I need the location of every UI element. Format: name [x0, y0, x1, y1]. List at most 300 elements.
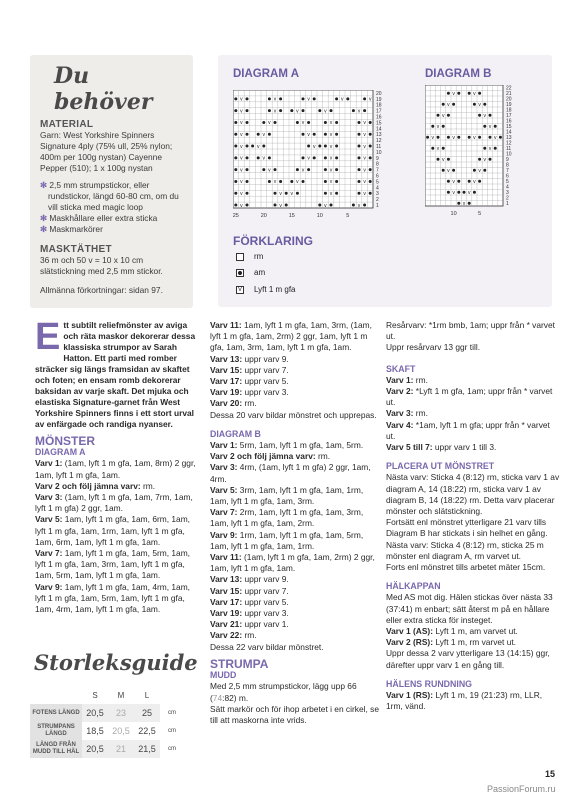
place-pattern-heading: PLACERA UT MÖNSTRET	[386, 461, 495, 472]
diagram-a-slip-mark: v	[329, 143, 333, 150]
diagram-a-slip-mark: v	[301, 120, 305, 127]
yarn-text: Garn: West Yorkshire Spinners Signature 4ply (75% ull, 25% nylon; 400m per 100g nystan) Cayenne Pepper (510); 1 x 100g nystan	[40, 130, 173, 173]
pattern-row: Varv 5: 3rm, 1am, lyft 1 m gfa, 1am, 1rm, 1am, lyft 1 m gfa, 1am, 3rm.	[210, 484, 364, 507]
diagram-a-slip-mark: v	[363, 120, 366, 127]
diagram-b-slip-mark: v	[441, 112, 445, 119]
legend-slip	[236, 285, 296, 294]
diagram-b-slip-mark: v	[473, 90, 476, 97]
diagram-a-slip-mark: v	[368, 96, 372, 103]
diagram-a-purl-dot	[352, 109, 355, 112]
diagram-b-purl-dot	[468, 92, 471, 95]
gauge-text: 36 m och 50 v = 10 x 10 cm slätstickning med 2,5 mm stickor.	[40, 255, 163, 276]
size-value: 22,5	[134, 722, 160, 740]
diagram-b-slip-mark: v	[447, 101, 450, 108]
pattern-row: Varv 13: uppr varv 9.	[210, 353, 289, 364]
diagram-a-slip-mark: v	[329, 120, 333, 127]
diagram-a-row-label: 11	[376, 144, 382, 150]
diagram-a-purl-dot	[246, 121, 249, 124]
diagram-b-row-label: 10	[506, 151, 512, 158]
legend-slip-label: Lyft 1 m gfa	[254, 285, 296, 294]
diagram-b-slip-mark: v	[436, 145, 440, 152]
diagram-a-purl-dot	[346, 97, 349, 100]
size-header: S	[92, 690, 98, 700]
size-value: 20,5	[82, 740, 108, 758]
diagram-b-purl-dot	[494, 125, 497, 128]
diagram-b-purl-dot	[483, 169, 486, 172]
diagram-b-purl-dot	[483, 103, 486, 106]
diagram-b-slip-mark: v	[467, 189, 471, 196]
diagram-a-slip-mark: v	[329, 191, 333, 197]
pattern-row: Varv 19: uppr varv 3.	[210, 608, 289, 619]
diagram-a-purl-dot	[285, 204, 288, 207]
diagram-a-purl-dot	[234, 192, 237, 195]
diagram-b-slip-mark: v	[452, 134, 455, 141]
diagram-b-slip-mark: v	[478, 167, 481, 174]
diagram-a-purl-dot	[268, 109, 271, 112]
heel-turn-heading: HÄLENS RUNDNING	[386, 678, 473, 689]
diagram-b-purl-dot	[447, 136, 450, 139]
diagram-a-purl-dot	[234, 145, 237, 148]
diagram-b-purl-dot	[437, 136, 440, 139]
diagram-a-slip-mark: v	[296, 179, 299, 186]
diagram-a-slip-mark: v	[273, 96, 277, 103]
diagram-a-purl-dot	[234, 133, 237, 136]
diagram-b-slip-mark: v	[452, 189, 455, 196]
dot-square-icon	[236, 269, 244, 277]
diagram-b-purl-dot	[478, 92, 481, 95]
diagram-a-purl-dot	[302, 133, 305, 136]
diagram-a-purl-dot	[251, 145, 254, 148]
diagram-a-slip-mark: v	[363, 143, 366, 150]
diagram-a-row-label: 20	[376, 90, 382, 97]
diagram-b-row-label: 16	[506, 118, 512, 125]
diagram-a-row-label: 18	[376, 102, 382, 109]
diagram-a-slip-mark: v	[363, 191, 366, 197]
legend-heading: FÖRKLARING	[233, 234, 313, 248]
diagram-b-purl-dot	[447, 191, 450, 194]
intro-paragraph	[35, 316, 200, 430]
diagram-a-purl-dot	[274, 192, 277, 195]
diagram-a-purl-dot	[257, 133, 260, 136]
diagram-b-row-label: 3	[506, 190, 509, 196]
diagram-a-purl-dot	[335, 168, 338, 171]
size-value: 20,5	[82, 704, 108, 722]
column-left	[35, 316, 200, 615]
materials-item: ✻ Maskhållare eller extra sticka	[40, 213, 158, 223]
diagram-a-purl-dot	[324, 168, 327, 171]
diagram-a-rows-cont	[210, 320, 380, 410]
pattern-row: Varv 17: uppr varv 5.	[210, 596, 289, 607]
diagram-a-purl-dot	[246, 97, 249, 100]
diagram-b-row-label: 22	[506, 85, 512, 92]
diagram-a-slip-mark: v	[324, 202, 327, 209]
diagram-a-purl-dot	[296, 168, 299, 171]
diagram-b-purl-dot	[457, 202, 460, 205]
diagram-b-slip-mark: v	[452, 178, 455, 185]
diagram-b-row-label: 1	[506, 201, 509, 207]
diagram-a-purl-dot	[352, 204, 355, 207]
diagram-a-slip-mark: v	[240, 191, 243, 197]
diagram-b-slip-mark: v	[488, 145, 492, 152]
diagram-a-slip-mark: v	[279, 202, 282, 209]
diagram-a-purl-dot	[234, 109, 237, 112]
diagram-a-slip-mark: v	[307, 132, 310, 138]
diagram-a-purl-dot	[335, 180, 338, 183]
diagram-b-purl-dot	[442, 103, 445, 106]
diagram-b-row-label: 12	[506, 140, 512, 147]
column-right	[386, 320, 561, 713]
diagram-a-row-label: 1	[376, 203, 379, 209]
diagram-a-slip-mark: v	[307, 155, 310, 162]
diagram-a-slip-mark: v	[240, 167, 243, 174]
diagram-a-purl-dot	[279, 180, 282, 183]
diagram-a-slip-mark: v	[240, 179, 243, 186]
diagram-b-slip-mark: v	[452, 90, 455, 97]
diagram-b-chart	[425, 85, 525, 220]
diagram-b-col-label: 5	[478, 211, 482, 217]
cuff-heading: MUDD	[210, 670, 237, 681]
pattern-row: Varv 1 (RS): Lyft 1 m, 19 (21:23) rm, LLR, 1rm, vänd.	[386, 690, 543, 712]
pattern-row: Varv 22: rm.	[210, 630, 257, 641]
diagram-a-slip-mark: v	[268, 120, 271, 127]
pattern-row: Varv 9: 1rm, 1am, lyft 1 m gfa, 1am, 5rm, 1am, lyft 1 m gfa, 1am, 1rm.	[210, 529, 364, 551]
diagram-a-purl-dot	[313, 156, 316, 159]
diagram-a-col-label: 10	[316, 213, 323, 219]
diagram-a-row-label: 10	[376, 149, 382, 156]
diagram-b-slip-mark: v	[493, 134, 497, 141]
diagram-a-col-label: 5	[346, 213, 350, 219]
diagram-b-slip-mark: v	[441, 156, 445, 163]
diagram-a-slip-mark: v	[240, 120, 243, 127]
diagram-b-row-label: 8	[506, 162, 509, 169]
diagram-b-purl-dot	[489, 158, 492, 161]
diagram-b-purl-dot	[442, 147, 445, 150]
pattern-row: Varv 7: 2rm, 1am, lyft 1 m gfa, 1am, 3rm, 1am, lyft 1 m gfa, 1am, 2rm.	[210, 507, 364, 529]
column-middle	[210, 320, 380, 726]
diagram-b-purl-dot	[447, 92, 450, 95]
heel-turn-rows	[386, 690, 561, 712]
diagram-b-slip-mark: v	[462, 200, 466, 207]
diagram-a-purl-dot	[274, 168, 277, 171]
diagram-b-row-label: 11	[506, 146, 512, 152]
diagram-a-slip-mark: v	[262, 155, 266, 162]
diagram-a-row-label: 13	[376, 132, 382, 139]
gauge-heading: MASKTÄTHET	[40, 244, 112, 255]
diagram-a-purl-dot	[279, 97, 282, 100]
diagram-a-purl-dot	[318, 204, 321, 207]
diagram-b-purl-dot	[483, 147, 486, 150]
pattern-row: Varv 5: 1am, lyft 1 m gfa, 1am, 6rm, 1am, lyft 1 m gfa, 1am, 1rm, 1am, lyft 1 m gfa, 1am, 6rm, 1am, lyft 1 m gfa, 1am.	[35, 514, 191, 547]
diagram-b-note: Dessa 22 varv bildar mönstret.	[210, 641, 324, 652]
diagram-a-slip-mark: v	[357, 202, 361, 209]
diagram-b-row-label: 21	[506, 91, 512, 97]
diagram-b-purl-dot	[437, 114, 440, 117]
diagram-a-purl-dot	[358, 156, 361, 159]
diagram-a-purl-dot	[369, 168, 372, 171]
diagram-a-row-label: 17	[376, 108, 382, 115]
diagram-b-purl-dot	[483, 125, 486, 128]
diagram-b-purl-dot	[494, 147, 497, 150]
diagram-b-purl-dot	[473, 191, 476, 194]
diagram-b-purl-dot	[489, 114, 492, 117]
diagram-a-slip-mark: v	[363, 155, 366, 162]
diagram-a-purl-dot	[246, 204, 249, 207]
diagram-a-slip-mark: v	[329, 155, 333, 162]
rib-row-text: Resårvarv: *1rm bmb, 1am; uppr från * varvet ut.	[386, 320, 555, 342]
diagram-a-purl-dot	[246, 145, 249, 148]
diagram-a-row-label: 6	[376, 173, 379, 180]
diagram-b-purl-dot	[437, 158, 440, 161]
heel-flap-repeat: Uppr dessa 2 varv ytterligare 13 (14:15) ggr, därefter uppr varv 1 en gång till.	[386, 648, 550, 670]
pattern-row: Varv 2 och följ jämna varv: rm.	[35, 480, 156, 491]
diagram-a-purl-dot	[268, 133, 271, 136]
size-value: 18,5	[82, 722, 108, 740]
diagram-b-row-label: 13	[506, 135, 512, 141]
pattern-row: Varv 1: (1am, lyft 1 m gfa, 1am, 8rm) 2 ggr, 1am, lyft 1 m gfa, 1am.	[35, 458, 196, 480]
diagram-b-row-label: 14	[506, 129, 512, 136]
size-value: 21	[108, 740, 134, 758]
diagram-a-purl-dot	[358, 180, 361, 183]
diagram-a-purl-dot	[296, 192, 299, 195]
diagram-a-slip-mark: v	[329, 167, 333, 174]
pattern-row: Varv 17: uppr varv 5.	[210, 376, 289, 387]
diagram-a-row-label: 2	[376, 197, 379, 204]
diagram-a-purl-dot	[335, 145, 338, 148]
diagram-b-purl-dot	[478, 180, 481, 183]
diagram-b-row-label: 19	[506, 102, 512, 108]
diagram-a-purl-dot	[285, 192, 288, 195]
diagram-b-purl-dot	[478, 136, 481, 139]
rib-repeat-text: Uppr resårvarv 13 ggr till.	[386, 342, 481, 353]
diagram-a-col-label: 25	[233, 213, 239, 219]
diagram-a-slip-mark: v	[279, 191, 282, 197]
diagram-a-purl-dot	[369, 180, 372, 183]
diagram-a-purl-dot	[369, 192, 372, 195]
diagram-b-slip-mark: v	[483, 156, 487, 163]
legend-rm-label: rm	[254, 252, 264, 261]
diagram-b-purl-dot	[452, 169, 455, 172]
diagram-a-purl-dot	[302, 109, 305, 112]
diagram-a-purl-dot	[234, 97, 237, 100]
diagram-b-purl-dot	[457, 136, 460, 139]
legend-am-label: am	[254, 268, 266, 277]
diagram-a-purl-dot	[274, 204, 277, 207]
diagram-a-row-label: 7	[376, 167, 379, 174]
diagram-a-slip-mark: v	[296, 108, 299, 115]
diagram-a-row-label: 3	[376, 191, 379, 198]
size-value: 20,5	[108, 722, 134, 740]
diagram-a-slip-mark: v	[329, 179, 333, 186]
diagram-a-purl-dot	[268, 156, 271, 159]
diagram-b-slip-mark: v	[473, 134, 476, 141]
diagram-a-purl-dot	[335, 133, 338, 136]
size-header: M	[117, 690, 125, 700]
diagram-b-heading: DIAGRAM B	[210, 428, 261, 439]
size-row-label: FOTENS LÄNGD	[30, 704, 82, 722]
diagram-b-row-label: 20	[506, 96, 512, 103]
diagram-a-purl-dot	[330, 204, 333, 207]
diagram-b-row-label: 4	[506, 184, 509, 191]
pattern-row: Varv 3: rm.	[386, 408, 428, 419]
diagram-a-purl-dot	[369, 156, 372, 159]
diagram-panel	[218, 55, 552, 307]
legend-rm	[236, 252, 263, 261]
pattern-row: Varv 11: (1am, lyft 1 m gfa, 1am, 2rm) 2 ggr, 1am, lyft 1 m gfa, 1am.	[210, 552, 375, 574]
pattern-heading: MÖNSTER	[35, 434, 95, 448]
diagram-b-purl-dot	[463, 191, 466, 194]
pattern-row: Varv 5 till 7: uppr varv 1 till 3.	[386, 442, 497, 453]
size-guide-title: Storleksguide	[34, 650, 198, 675]
intro-text: tt subtilt reliefmönster av aviga och räta maskor dekorerar dessa klassiska strumpor av Sarah Hatton. Ett parti med romber sträcker sig längs framsidan av skaftet och foten; en ensam romb dekorerar baksidan av varje skaft. Det mjuka och elastiska Signature-garnet från West Yorkshire Spinners finns i ett stort urval av enfärgade och randiga nyanser.	[35, 320, 196, 429]
diagram-a-purl-dot	[268, 97, 271, 100]
v-square-icon: V	[237, 286, 242, 293]
diagram-a-purl-dot	[330, 109, 333, 112]
pattern-row: Varv 7: 1am, lyft 1 m gfa, 1am, 5rm, 1am, lyft 1 m gfa, 1am, 3rm, 1am, lyft 1 m gfa, 1am, 5rm, 1am, lyft 1 m gfa, 1am.	[35, 548, 191, 581]
leg-heading: SKAFT	[386, 363, 416, 374]
heel-flap-text: Med AS mot dig. Hälen stickas över nästa 33 (37:41) m enbart; sätt återst m på en hållare eller extra sticka för insteget.	[386, 592, 553, 625]
place-text-1: Nästa varv: Sticka 4 (8:12) rm, sticka varv 1 av diagram A, 14 (18:22) rm, sticka varv 1 av diagram B, 14 (18:22) rm. Detta varv placerar mönster och slätstickning.	[386, 472, 560, 517]
pattern-row: Varv 4: *1am, lyft 1 m gfa; uppr från * varvet ut.	[386, 419, 550, 441]
diagram-a-row-label: 15	[376, 120, 382, 127]
diagram-a-purl-dot	[302, 97, 305, 100]
diagram-a-purl-dot	[369, 121, 372, 124]
diagram-a-slip-mark: v	[240, 155, 243, 162]
diagram-a-purl-dot	[246, 109, 249, 112]
diagram-a-slip-mark: v	[273, 179, 277, 186]
diagram-b-row-label: 15	[506, 124, 512, 130]
diagram-a-slip-mark: v	[240, 96, 243, 103]
place-text-3: Nästa varv: Sticka 4 (8:12) rm, sticka 25 m mönster enl diagram A, rm varvet ut.	[386, 539, 544, 561]
diagram-a-purl-dot	[262, 168, 265, 171]
material-heading: MATERIAL	[40, 119, 94, 130]
diagram-a-row-label: 8	[376, 161, 379, 168]
diagram-a-purl-dot	[234, 180, 237, 183]
diagram-a-row-label: 5	[376, 179, 379, 186]
diagram-a-purl-dot	[369, 133, 372, 136]
diagram-a-purl-dot	[335, 192, 338, 195]
diagram-a-purl-dot	[324, 156, 327, 159]
diagram-a-slip-mark: v	[240, 143, 243, 150]
diagram-a-purl-dot	[246, 133, 249, 136]
size-row-label: STRUMPANS LÄNGD	[30, 722, 82, 740]
drop-cap: E	[35, 316, 61, 358]
diagram-a-purl-dot	[307, 145, 310, 148]
diagram-a-purl-dot	[302, 156, 305, 159]
diagram-a-purl-dot	[246, 192, 249, 195]
diagram-a-slip-mark: v	[273, 108, 277, 115]
diagram-a-purl-dot	[246, 156, 249, 159]
diagram-a-purl-dot	[369, 145, 372, 148]
diagram-a-purl-dot	[234, 156, 237, 159]
diagram-a-slip-mark: v	[363, 167, 366, 174]
diagram-a-purl-dot	[358, 121, 361, 124]
heel-flap-rows	[386, 626, 561, 648]
diagram-a-purl-dot	[335, 97, 338, 100]
diagram-a-purl-dot	[234, 168, 237, 171]
pattern-row: Varv 3: 4rm, (1am, lyft 1 m gfa) 2 ggr, 1am, 4rm.	[210, 462, 371, 484]
pattern-row: Varv 19: uppr varv 3.	[210, 387, 289, 398]
diagram-b-purl-dot	[489, 136, 492, 139]
pattern-row: Varv 2 (RS): Lyft 1 m, rm varvet ut.	[386, 637, 517, 648]
diagram-a-purl-dot	[324, 180, 327, 183]
diagram-a-slip-mark: v	[240, 132, 243, 138]
diagram-b-purl-dot	[457, 92, 460, 95]
diagram-b-purl-dot	[447, 180, 450, 183]
diagram-b-purl-dot	[468, 202, 471, 205]
diagram-a-slip-mark: v	[301, 167, 305, 174]
diagram-a-purl-dot	[358, 145, 361, 148]
pattern-row: Varv 11: 1am, lyft 1 m gfa, 1am, 3rm, (1am, lyft 1 m gfa, 1am, 2rm) 2 ggr, 1am, lyft 1 m gfa, 1am, 3rm, 1am, lyft 1 m gfa, 1am.	[210, 320, 372, 353]
diagram-a-purl-dot	[363, 97, 366, 100]
diagram-b-purl-dot	[442, 169, 445, 172]
diagram-b-purl-dot	[478, 114, 481, 117]
diagram-a-purl-dot	[274, 121, 277, 124]
diagram-a-purl-dot	[290, 109, 293, 112]
diagram-a-slip-mark: v	[262, 132, 266, 138]
diagram-a-purl-dot	[234, 121, 237, 124]
diagram-b-purl-dot	[473, 103, 476, 106]
pattern-row: Varv 21: uppr varv 1.	[210, 619, 289, 630]
page-number: 15	[545, 769, 556, 779]
pattern-row: Varv 1: 5rm, 1am, lyft 1 m gfa, 1am, 5rm.	[210, 440, 364, 451]
diagram-b-row-label: 17	[506, 113, 512, 119]
diagram-b-purl-dot	[468, 180, 471, 183]
diagram-a-purl-dot	[307, 168, 310, 171]
diagram-b-purl-dot	[431, 125, 434, 128]
diagram-a-rows	[35, 458, 200, 615]
diagram-a-purl-dot	[358, 192, 361, 195]
diagram-b-slip-mark: v	[473, 178, 476, 185]
diagram-b-row-label: 5	[506, 179, 509, 185]
diagram-b-purl-dot	[431, 147, 434, 150]
diagram-a-purl-dot	[307, 121, 310, 124]
diagram-a-col-label: 15	[288, 213, 295, 219]
diagram-b-purl-dot	[457, 191, 460, 194]
cuff-join-text: Sätt markör och för ihop arbetet i en cirkel, se till att maskorna inte vrids.	[210, 703, 379, 725]
diagram-a-purl-dot	[363, 109, 366, 112]
materials-card	[30, 55, 193, 308]
diagram-a-purl-dot	[268, 180, 271, 183]
diagram-a-purl-dot	[318, 109, 321, 112]
diagram-b-purl-dot	[426, 136, 429, 139]
diagram-a-purl-dot	[358, 168, 361, 171]
diagram-b-row-label: 7	[506, 168, 509, 174]
diagram-b-title: DIAGRAM B	[425, 68, 492, 80]
diagram-b-row-label: 6	[506, 173, 509, 180]
pattern-row: Varv 13: uppr varv 9.	[210, 574, 289, 585]
diagram-a-purl-dot	[257, 156, 260, 159]
materials-item: ✻ 2,5 mm strumpstickor, eller rundstickor, längd 60-80 cm, om du vill sticka med magic loop	[40, 180, 179, 212]
diagram-a-slip-mark: v	[324, 108, 327, 115]
diagram-a-purl-dot	[318, 145, 321, 148]
diagram-a-row-label: 16	[376, 114, 382, 121]
diagram-a-slip-mark: v	[363, 179, 366, 186]
pattern-row: Varv 1 (AS): Lyft 1 m, am varvet ut.	[386, 626, 518, 637]
diagram-b-row-label: 18	[506, 107, 512, 114]
legend-am	[236, 268, 265, 277]
diagram-a-row-label: 9	[376, 155, 379, 162]
materials-list	[40, 180, 183, 235]
card-title: Du behöver	[54, 63, 153, 115]
diagram-a-purl-dot	[302, 180, 305, 183]
diagram-a-col-label: 20	[260, 213, 267, 219]
diagram-a-chart	[233, 90, 408, 225]
diagram-b-rows	[210, 440, 380, 642]
diagram-b-slip-mark: v	[488, 123, 492, 130]
diagram-a-slip-mark: v	[240, 202, 243, 209]
size-row-label: LÄNGD FRÅN MUDD TILL HÄL	[30, 740, 82, 758]
diagram-a-purl-dot	[363, 204, 366, 207]
